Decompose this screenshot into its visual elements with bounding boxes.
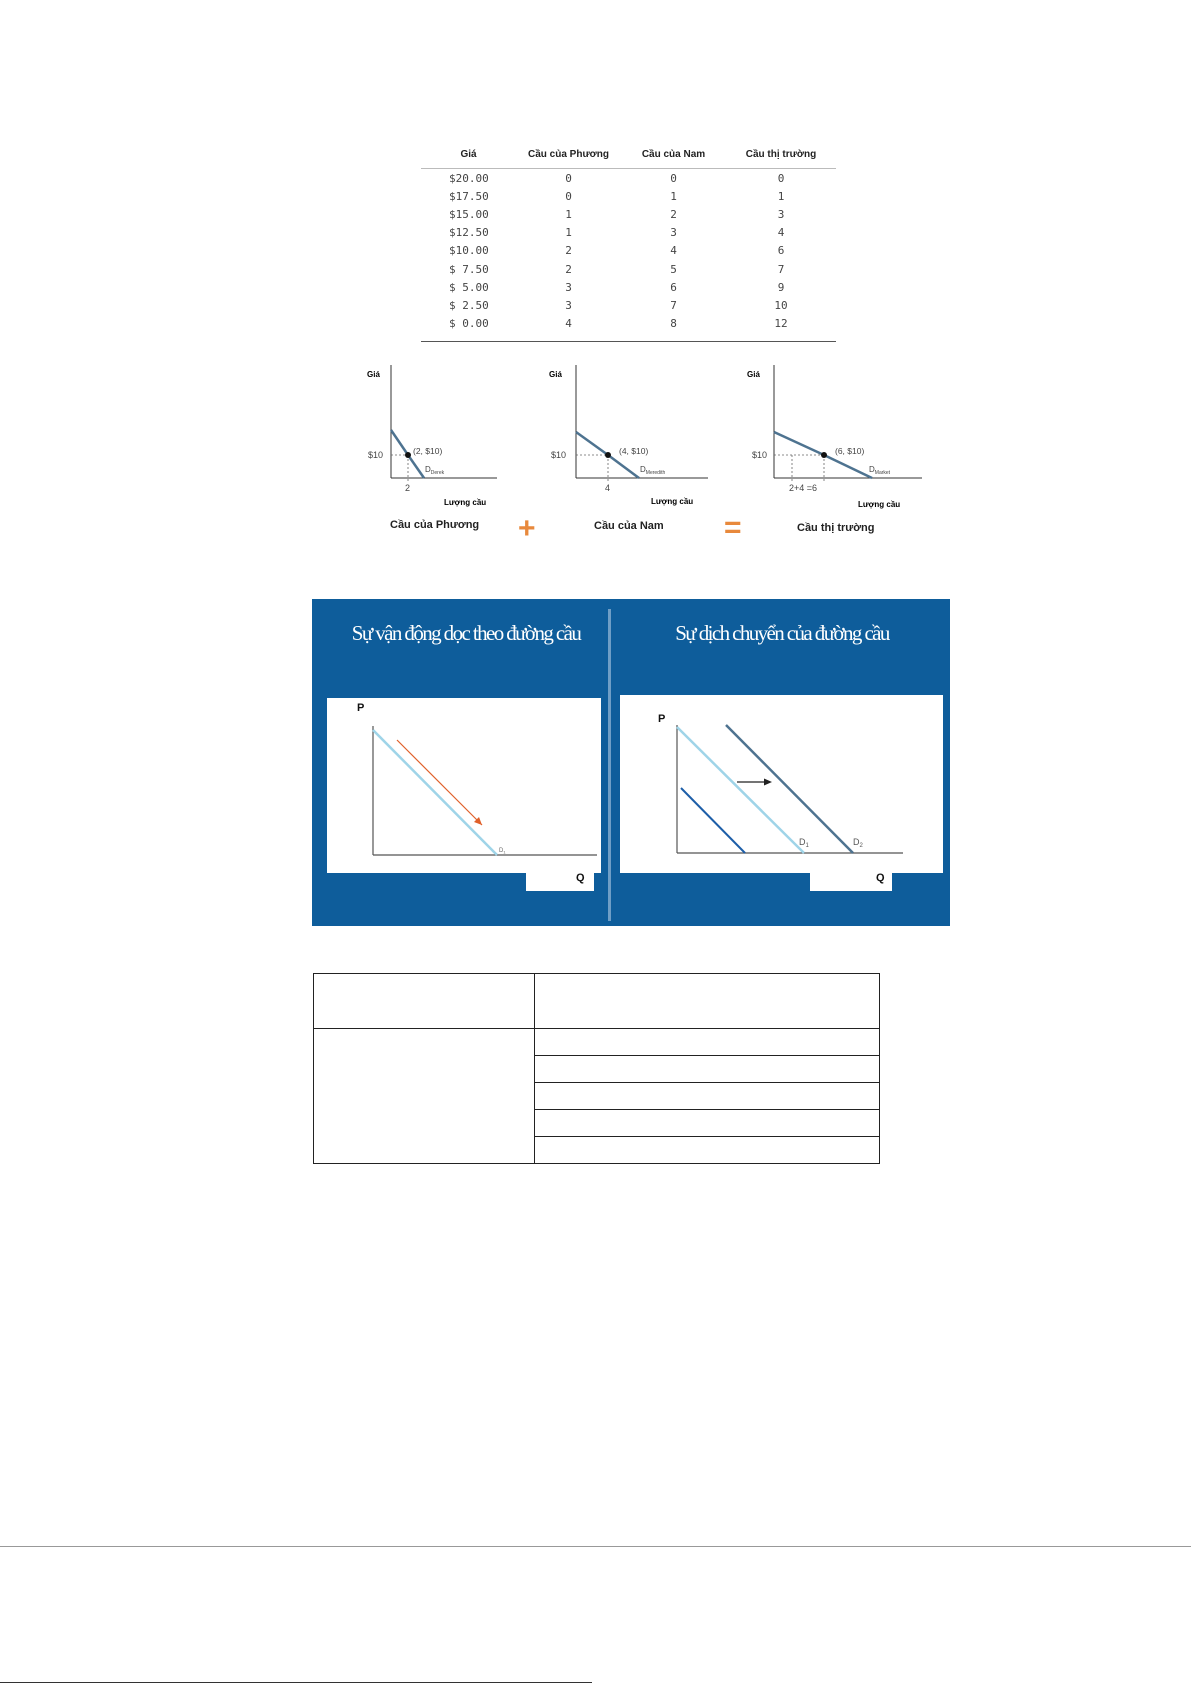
price-cell: $12.50: [449, 226, 489, 240]
q-tab-left: [526, 871, 594, 891]
shift-title: Sự dịch chuyển của đường cầu: [675, 621, 889, 645]
price-cell: $ 0.00: [449, 317, 489, 331]
demand-schedule-table: [421, 140, 836, 342]
header-market-demand: Cầu thị trường: [726, 140, 836, 169]
phuong-cell: 0: [565, 171, 572, 185]
market-cell: 1: [777, 189, 785, 203]
graph-title-market: Cầu thị trường: [797, 522, 875, 534]
d2-label: D: [853, 837, 860, 847]
price-tick: $10: [368, 450, 384, 460]
point-label: (4, $10): [619, 446, 649, 456]
price-cell: $17.50: [449, 189, 489, 203]
nam-cell: 4: [670, 244, 677, 258]
table-row: [421, 242, 836, 260]
nam-cell: 2: [670, 207, 677, 221]
y-axis-label: Giá: [549, 370, 562, 379]
graph-nam: [548, 360, 738, 510]
header-price: Giá: [421, 140, 516, 169]
svg-text:DMarket: [869, 465, 891, 476]
demand-curve: [774, 432, 824, 455]
table-cell: [535, 1110, 880, 1137]
graph-phuong-svg: [362, 360, 552, 510]
empty-comparison-table: [313, 973, 880, 1164]
market-cell: 3: [777, 207, 785, 221]
d1-label: D: [499, 848, 504, 854]
table-row: [314, 1029, 880, 1056]
curve-sub: Meredith: [645, 470, 666, 476]
phuong-cell: 2: [565, 244, 572, 258]
nam-cell: 3: [670, 226, 677, 240]
table-row: [421, 187, 836, 205]
table-row: [421, 169, 836, 188]
svg-text:D1: [799, 837, 810, 849]
shift-chart-svg: [620, 695, 943, 873]
plus-sign: +: [518, 512, 536, 545]
nam-cell: 0: [670, 171, 677, 185]
nam-cell: 1: [670, 189, 677, 203]
curve-label: D: [425, 465, 431, 474]
table-body: [421, 169, 836, 342]
phuong-cell: 3: [565, 298, 572, 312]
nam-cell: 8: [670, 317, 677, 331]
shift-arrowhead: [764, 779, 772, 786]
market-cell: 0: [777, 171, 785, 185]
table-row: [421, 260, 836, 278]
phuong-cell: 3: [565, 280, 572, 294]
table-cell: [535, 974, 880, 1029]
demand-curve-d1: [677, 727, 804, 853]
table-row: [421, 296, 836, 314]
table-row: [421, 205, 836, 223]
market-cell: 7: [777, 262, 785, 276]
price-cell: $ 2.50: [449, 298, 489, 312]
x-tick: 4: [605, 483, 611, 493]
table-cell: [314, 974, 535, 1029]
demand-curve-left: [681, 788, 745, 853]
equals-sign: =: [724, 511, 742, 544]
table-cell: [535, 1029, 880, 1056]
header-phuong-demand: Cầu của Phương: [516, 140, 621, 169]
table-cell: [535, 1137, 880, 1164]
x-axis-label: Lượng cầu: [858, 500, 901, 509]
table-cell: [314, 1029, 535, 1164]
d1-sub: 1: [503, 849, 506, 855]
table-header-row: [421, 140, 836, 169]
graph-market: [747, 360, 937, 510]
table-cell: [535, 1083, 880, 1110]
market-cell: 4: [777, 226, 785, 240]
q-tab-right: [810, 871, 892, 891]
svg-text:DMeredith: [640, 465, 665, 476]
market-cell: 12: [774, 317, 788, 331]
d2-sub: 2: [859, 843, 863, 849]
x-axis-label: Lượng cầu: [651, 497, 694, 506]
curve-label: D: [640, 465, 646, 474]
market-cell: 6: [777, 244, 785, 258]
equilibrium-point: [405, 452, 411, 458]
d1-sub: 1: [805, 843, 809, 849]
svg-text:D2: [853, 837, 864, 849]
demand-comparison-panel: [312, 599, 950, 926]
price-cell: $ 7.50: [449, 262, 489, 276]
price-cell: $10.00: [449, 244, 489, 258]
point-label: (6, $10): [835, 446, 865, 456]
p-axis-label: P: [658, 713, 666, 725]
price-tick: $10: [752, 450, 768, 460]
phuong-cell: 4: [565, 317, 572, 331]
phuong-cell: 2: [565, 262, 572, 276]
movement-arrow: [397, 740, 482, 825]
table-row: [421, 278, 836, 296]
nam-cell: 7: [670, 298, 677, 312]
nam-cell: 6: [670, 280, 677, 294]
demand-curve: [391, 430, 408, 455]
table-row: [314, 974, 880, 1029]
q-axis-label: Q: [876, 872, 885, 884]
market-cell: 10: [774, 298, 788, 312]
nam-cell: 5: [670, 262, 677, 276]
p-axis-label: P: [357, 702, 365, 714]
table-row: [421, 315, 836, 342]
header-nam-demand: Cầu của Nam: [621, 140, 726, 169]
graph-market-svg: [747, 360, 937, 510]
price-cell: $15.00: [449, 207, 489, 221]
y-axis-label: Giá: [747, 370, 760, 379]
graph-phuong: [362, 360, 552, 510]
q-axis-label: Q: [576, 872, 585, 884]
phuong-cell: 1: [565, 226, 572, 240]
equilibrium-point: [821, 452, 827, 458]
demand-curve: [576, 432, 608, 455]
panel-divider: [608, 609, 611, 921]
equilibrium-point: [605, 452, 611, 458]
d1-label: D: [799, 837, 806, 847]
price-tick: $10: [551, 450, 567, 460]
demand-curve-d1: [373, 730, 497, 855]
svg-text:DDerek: [425, 465, 445, 476]
price-cell: $20.00: [449, 171, 489, 185]
market-cell: 9: [777, 280, 785, 294]
point-label: (2, $10): [413, 446, 443, 456]
movement-title: Sự vận động dọc theo đường cầu: [351, 621, 581, 645]
x-tick: 2+4 =6: [789, 483, 818, 493]
table-cell: [535, 1056, 880, 1083]
movement-chart-svg: [327, 698, 601, 873]
price-cell: $ 5.00: [449, 280, 489, 294]
curve-sub: Derek: [430, 470, 445, 476]
graph-title-phuong: Cầu của Phương: [390, 519, 480, 531]
graph-title-nam: Cầu của Nam: [594, 520, 664, 532]
table-row: [421, 224, 836, 242]
footnote-divider: [0, 1682, 592, 1683]
phuong-cell: 1: [565, 207, 572, 221]
curve-sub: Market: [874, 470, 891, 476]
graph-nam-svg: [548, 360, 738, 510]
demand-curve-d2: [726, 725, 853, 853]
footer-divider: [0, 1546, 1191, 1547]
svg-text:D1: [499, 848, 506, 855]
phuong-cell: 0: [565, 189, 572, 203]
x-tick: 2: [405, 483, 411, 493]
x-axis-label: Lượng cầu: [444, 498, 487, 507]
shift-chart: [620, 695, 943, 873]
y-axis-label: Giá: [367, 370, 380, 379]
curve-label: D: [869, 465, 875, 474]
movement-chart: [327, 698, 601, 873]
